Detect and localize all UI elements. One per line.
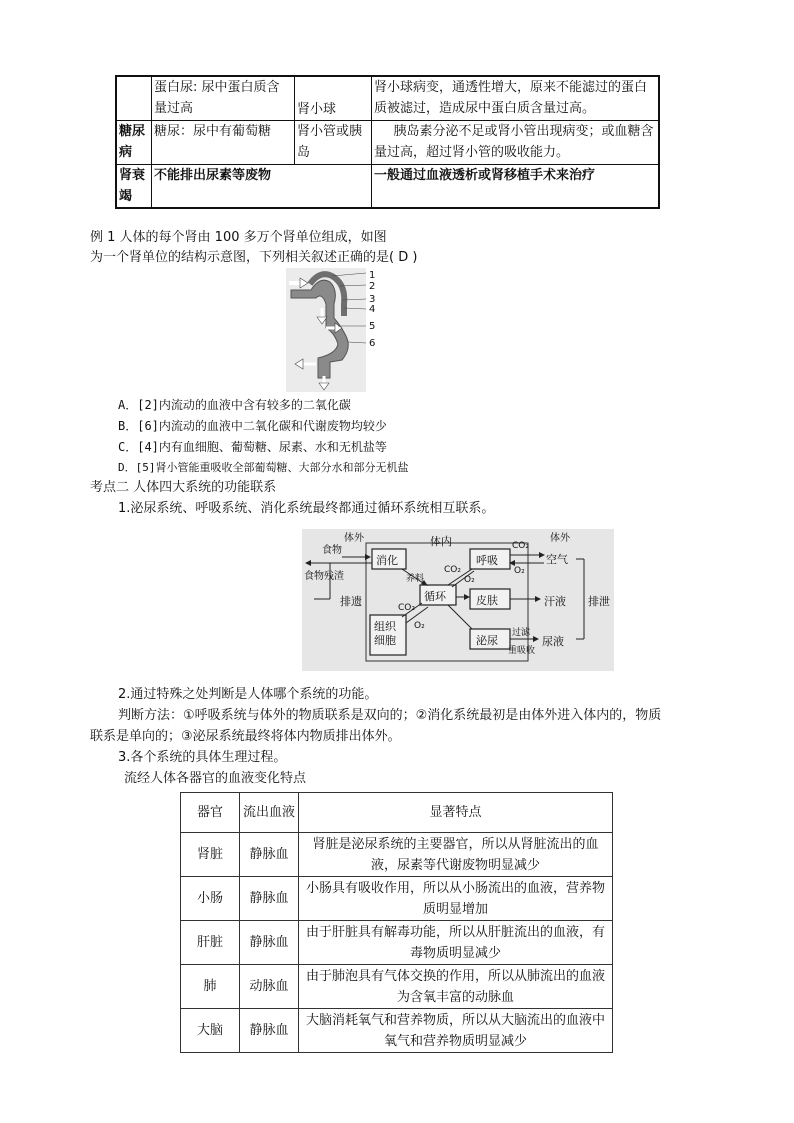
label-egest: 排遗 [340, 595, 362, 608]
cell-feature: 小肠具有吸收作用，所以从小肠流出的血液，营养物质明显增加 [299, 877, 613, 921]
method-line2: 联系是单向的；③泌尿系统最终将体内物质排出体外。 [90, 729, 401, 744]
table-row [116, 76, 659, 120]
label-nutrients: 养料 [406, 574, 425, 584]
table-header-row [181, 793, 613, 833]
label-co2-air: CO₂ [512, 541, 529, 551]
table-row [181, 921, 613, 965]
cell-organ: 肝脏 [181, 921, 240, 965]
label-filter: 过滤 [512, 628, 531, 638]
disease-table [115, 75, 660, 209]
label-outside-right: 体外 [550, 533, 570, 544]
disease-cause [372, 120, 660, 164]
label-excrete: 排泄 [588, 595, 610, 608]
disease-cause: 一般通过血液透析或肾移植手术来治疗 [372, 164, 660, 208]
section2-point3: 3.各个系统的具体生理过程。 [118, 750, 287, 765]
blood-table-title: 流经人体各器官的血液变化特点 [124, 771, 307, 786]
header-blood: 流出血液 [240, 793, 299, 833]
label-o2-air: O₂ [514, 566, 525, 576]
cell-blood: 静脉血 [240, 877, 299, 921]
disease-symptom: 不能排出尿素等废物 [152, 164, 372, 208]
label-reabsorb: 重吸收 [508, 646, 536, 656]
example1-line1: 例 1 人体的每个肾由 100 多万个肾单位组成，如图 [90, 230, 387, 245]
label-urine: 尿液 [542, 635, 564, 648]
label-o2-tissue: O₂ [414, 621, 425, 631]
option-d: D．[5]肾小管能重吸收全部葡萄糖、大部分水和部分无机盐 [118, 461, 409, 474]
label-co2-breath: CO₂ [444, 565, 461, 575]
box-digest: 消化 [376, 554, 398, 567]
cell-blood: 静脉血 [240, 921, 299, 965]
section2-title: 考点二 人体四大系统的功能联系 [90, 480, 277, 495]
cell-blood: 静脉血 [240, 1009, 299, 1053]
table-row [181, 965, 613, 1009]
table-row [116, 164, 659, 208]
table-row [181, 877, 613, 921]
cell-blood: 动脉血 [240, 965, 299, 1009]
option-c: C．[4]内有血细胞、葡萄糖、尿素、水和无机盐等 [118, 440, 387, 454]
label-co2-tissue: CO₂ [398, 603, 415, 613]
header-organ: 器官 [181, 793, 240, 833]
disease-organ: 肾小管或胰岛 [295, 120, 372, 164]
cell-organ: 肾脏 [181, 833, 240, 877]
box-tissue: 组织细胞 [374, 620, 396, 647]
table-row [116, 120, 659, 164]
label-inside: 体内 [430, 535, 452, 548]
option-b: B．[6]内流动的血液中二氧化碳和代谢废物均较少 [118, 419, 387, 433]
nephron-figure [286, 268, 366, 392]
disease-cause: 肾小球病变，通透性增大，原来不能滤过的蛋白质被滤过，造成尿中蛋白质含量过高。 [372, 76, 660, 120]
box-urinary: 泌尿 [476, 634, 498, 647]
cell-blood: 静脉血 [240, 833, 299, 877]
disease-organ: 肾小球 [295, 76, 372, 120]
cell-organ: 小肠 [181, 877, 240, 921]
box-skin: 皮肤 [476, 594, 498, 607]
option-a: A．[2]内流动的血液中含有较多的二氧化碳 [118, 398, 351, 412]
nephron-label-4: 4 [369, 304, 376, 315]
cell-organ: 肺 [181, 965, 240, 1009]
section2-point2: 2.通过特殊之处判断是人体哪个系统的功能。 [118, 687, 378, 702]
disease-symptom: 糖尿：尿中有葡萄糖 [152, 120, 295, 164]
label-food: 食物 [322, 545, 342, 556]
label-outside-left: 体外 [344, 533, 364, 544]
label-o2-breath: O₂ [464, 575, 475, 585]
system-diagram [302, 529, 614, 671]
label-residue: 食物残渣 [304, 571, 344, 582]
label-sweat: 汗液 [544, 595, 566, 608]
disease-cause-text: 胰岛素分泌不足或肾小管出现病变；或血糖含量过高，超过肾小管的吸收能力。 [374, 124, 654, 160]
cell-organ: 大脑 [181, 1009, 240, 1053]
box-circulate: 循环 [424, 590, 446, 603]
nephron-label-2: 2 [369, 281, 376, 292]
disease-name: 肾衰竭 [116, 164, 152, 208]
nephron-label-5: 5 [369, 321, 376, 332]
cell-feature: 大脑消耗氧气和营养物质，所以从大脑流出的血液中氧气和营养物质明显减少 [299, 1009, 613, 1053]
header-feature: 显著特点 [299, 793, 613, 833]
nephron-label-1: 1 [369, 270, 376, 281]
disease-symptom: 蛋白尿: 尿中蛋白质含量过高 [152, 76, 295, 120]
cell-feature: 肾脏是泌尿系统的主要器官，所以从肾脏流出的血液，尿素等代谢废物明显减少 [299, 833, 613, 877]
cell-feature: 由于肺泡具有气体交换的作用，所以从肺流出的血液为含氧丰富的动脉血 [299, 965, 613, 1009]
method-line1: 判断方法：①呼吸系统与体外的物质联系是双向的；②消化系统最初是由体外进入体内的，物质 [118, 708, 662, 723]
nephron-diagram [286, 268, 366, 392]
nephron-label-6: 6 [369, 338, 376, 349]
cell-feature: 由于肝脏具有解毒功能，所以从肝脏流出的血液，有毒物质明显减少 [299, 921, 613, 965]
example1-line2: 为一个肾单位的结构示意图，下列相关叙述正确的是( D ) [90, 250, 418, 265]
label-air: 空气 [546, 553, 568, 566]
disease-name [116, 76, 152, 120]
section2-point1: 1.泌尿系统、呼吸系统、消化系统最终都通过循环系统相互联系。 [118, 501, 495, 516]
box-breath: 呼吸 [476, 554, 498, 567]
nephron-label-3: 3 [369, 294, 376, 305]
blood-table [180, 792, 613, 1053]
disease-name: 糖尿病 [116, 120, 152, 164]
table-row [181, 1009, 613, 1053]
table-row [181, 833, 613, 877]
